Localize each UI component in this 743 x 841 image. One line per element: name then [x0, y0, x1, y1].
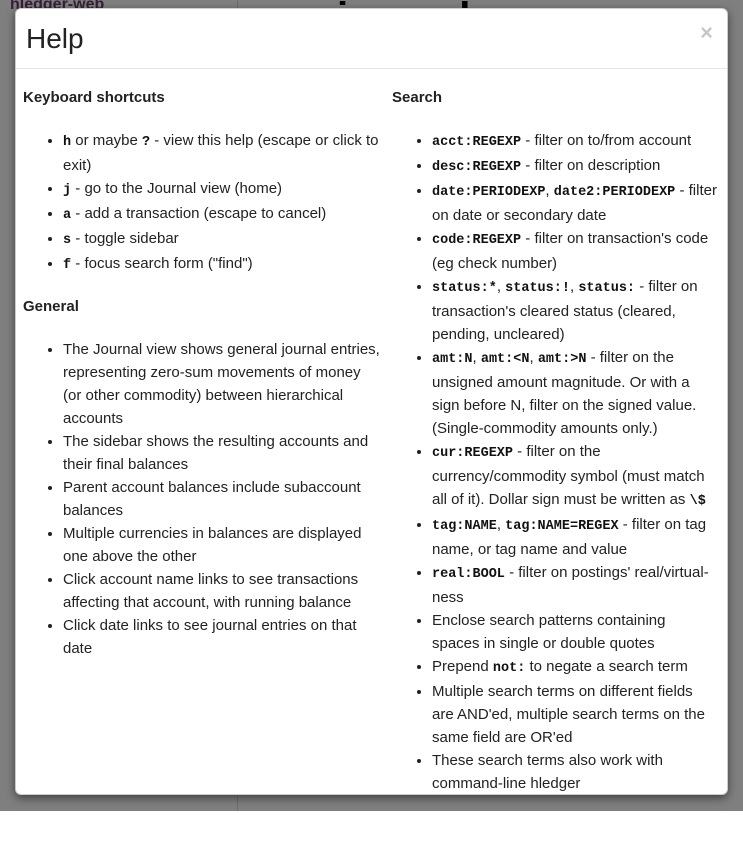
- code-term: real:BOOL: [432, 567, 505, 582]
- modal-header: [16, 9, 727, 69]
- list-item: [432, 513, 717, 561]
- code-term: amt:>N: [538, 352, 587, 367]
- text-run: Multiple currencies in balances are displayed one above the other: [63, 525, 362, 565]
- text-run: - toggle sidebar: [71, 230, 179, 247]
- code-term: status:: [578, 281, 635, 296]
- text-run: These search terms also work with command-line hledger: [432, 752, 663, 792]
- text-run: or maybe: [71, 132, 142, 149]
- text-run: - filter on description: [521, 157, 660, 174]
- code-term: a: [63, 208, 71, 223]
- text-run: to negate a search term: [525, 658, 688, 675]
- text-run: - focus search form ("find"): [71, 255, 253, 272]
- text-run: Click account name links to see transactions affecting that account, with running balance: [63, 571, 358, 611]
- code-term: date2:PERIODEXP: [554, 185, 676, 200]
- keyboard-shortcuts-list: [23, 129, 381, 277]
- text-run: Prepend: [432, 658, 493, 675]
- text-run: Parent account balances include subaccount balances: [63, 479, 361, 519]
- text-run: - filter on tag name, or tag name and value: [432, 516, 706, 558]
- text-run: The sidebar shows the resulting accounts and their final balances: [63, 433, 368, 473]
- text-run: Enclose search patterns containing spaces in single or double quotes: [432, 612, 665, 652]
- list-item: [63, 476, 381, 522]
- close-icon[interactable]: ×: [700, 22, 713, 44]
- text-run: The Journal view shows general journal entries, representing zero-sum movements of money (or other commodity) between hierarchical accounts: [63, 341, 380, 427]
- text-run: - filter on transaction's cleared status (cleared, pending, uncleared): [432, 278, 698, 343]
- text-run: - filter on the unsigned amount magnitude. Or with a sign before N, filter on the signed value. (Single-commodity amounts only.): [432, 349, 696, 437]
- code-term: date:PERIODEXP: [432, 185, 545, 200]
- list-item: [432, 129, 717, 154]
- code-term: tag:NAME=REGEX: [505, 519, 618, 534]
- text-run: ,: [545, 182, 553, 199]
- list-item: [432, 179, 717, 227]
- code-term: cur:REGEXP: [432, 446, 513, 461]
- list-item: [432, 561, 717, 609]
- section-title-search: Search: [392, 89, 717, 106]
- code-term: not:: [493, 661, 525, 676]
- code-term: s: [63, 233, 71, 248]
- list-item: [63, 129, 381, 177]
- text-run: ,: [497, 278, 505, 295]
- text-run: - filter on date or secondary date: [432, 182, 717, 224]
- code-term: amt:N: [432, 352, 473, 367]
- text-run: ,: [497, 516, 505, 533]
- list-item: [432, 154, 717, 179]
- text-run: - go to the Journal view (home): [71, 180, 282, 197]
- code-term: acct:REGEXP: [432, 135, 521, 150]
- text-run: - filter on transaction's code (eg check number): [432, 230, 708, 272]
- code-term: \$: [690, 494, 706, 509]
- code-term: f: [63, 258, 71, 273]
- code-term: amt:<N: [481, 352, 530, 367]
- list-item: [63, 252, 381, 277]
- list-item: [63, 430, 381, 476]
- general-list: [23, 338, 381, 660]
- modal-title: Help: [26, 22, 712, 56]
- list-item: [432, 440, 717, 513]
- text-run: ,: [473, 349, 481, 366]
- list-item: [432, 275, 717, 346]
- section-title-general: General: [23, 298, 381, 315]
- search-terms-list: [392, 129, 717, 795]
- list-item: [63, 338, 381, 430]
- left-column: [23, 89, 381, 816]
- right-column: [381, 89, 717, 816]
- list-item: [63, 227, 381, 252]
- text-run: Multiple search terms on different fields are AND'ed, multiple search terms on the same field are OR'ed: [432, 683, 705, 746]
- list-item: [63, 177, 381, 202]
- code-term: ?: [142, 135, 150, 150]
- code-term: desc:REGEXP: [432, 160, 521, 175]
- list-item: [432, 609, 717, 655]
- list-item: [432, 655, 717, 680]
- code-term: h: [63, 135, 71, 150]
- list-item: [63, 522, 381, 568]
- text-run: ,: [529, 349, 537, 366]
- list-item: [432, 749, 717, 795]
- list-item: [432, 680, 717, 749]
- text-run: ,: [570, 278, 578, 295]
- list-item: [63, 614, 381, 660]
- text-run: - filter on the currency/commodity symbol (must match all of it). Dollar sign must be written as: [432, 443, 705, 508]
- code-term: tag:NAME: [432, 519, 497, 534]
- text-run: Click date links to see journal entries on that date: [63, 617, 357, 657]
- code-term: status:*: [432, 281, 497, 296]
- list-item: [432, 346, 717, 440]
- text-run: - filter on postings' real/virtual-ness: [432, 564, 709, 606]
- text-run: - add a transaction (escape to cancel): [71, 205, 326, 222]
- code-term: code:REGEXP: [432, 233, 521, 248]
- code-term: status:!: [505, 281, 570, 296]
- list-item: [63, 568, 381, 614]
- code-term: j: [63, 183, 71, 198]
- section-title-keyboard-shortcuts: Keyboard shortcuts: [23, 89, 381, 106]
- text-run: - filter on to/from account: [521, 132, 691, 149]
- help-modal: [15, 8, 728, 795]
- list-item: [63, 202, 381, 227]
- modal-body: [16, 69, 727, 841]
- list-item: [432, 227, 717, 275]
- text-run: - view this help (escape or click to exit): [63, 132, 379, 174]
